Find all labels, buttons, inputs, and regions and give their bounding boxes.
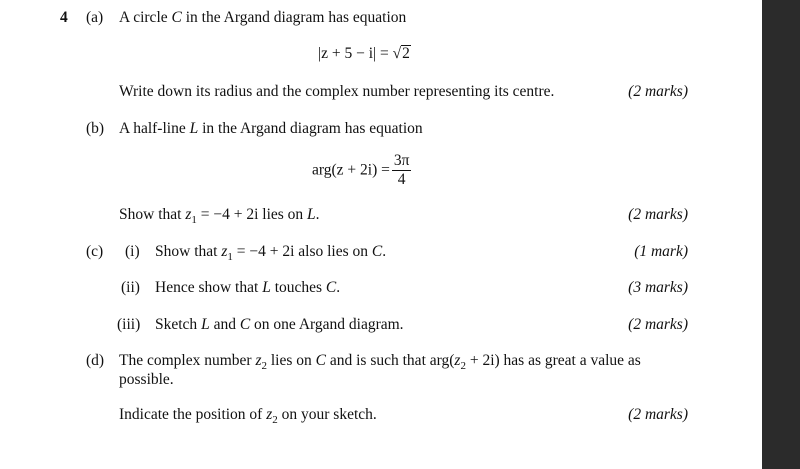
part-c-iii-marks: (2 marks) (628, 316, 688, 333)
part-a-marks: (2 marks) (628, 83, 688, 100)
part-c-ii-label: (ii) (121, 279, 140, 296)
circle-equation: |z + 5 − i| = √2 (318, 45, 410, 62)
question-number: 4 (60, 9, 68, 26)
part-d-line2: possible. (119, 371, 174, 388)
dark-side-panel (762, 0, 800, 469)
part-a-task: Write down its radius and the complex number representing its centre. (119, 83, 555, 100)
part-c-ii-marks: (3 marks) (628, 279, 688, 296)
part-b-intro: A half-line L in the Argand diagram has equation (119, 120, 423, 137)
part-c-iii-text: Sketch L and C on one Argand diagram. (155, 316, 404, 333)
part-c-i-marks: (1 mark) (634, 243, 688, 260)
part-b-task: Show that $z_1 = -4 + 2i$ lies on L. (119, 206, 320, 226)
part-c-ii-text: Hence show that L touches C. (155, 279, 341, 296)
part-c-label: (c) (86, 243, 104, 260)
part-a-intro: A circle C in the Argand diagram has equation (119, 9, 407, 26)
part-c-iii-label: (iii) (117, 316, 141, 333)
part-c-i-label: (i) (125, 243, 140, 260)
part-b-marks: (2 marks) (628, 206, 688, 223)
part-b-label: (b) (86, 120, 105, 137)
part-d-task: Indicate the position of $z_2$ on your sketch. (119, 406, 377, 426)
half-line-equation: arg(z + 2i) = $\frac{3\pi}{4}$ (312, 152, 410, 188)
part-a-label: (a) (86, 9, 104, 26)
part-c-i-text: Show that $z_1 = -4 + 2i$ also lies on C. (155, 243, 387, 263)
part-d-label: (d) (86, 352, 105, 369)
part-d-marks: (2 marks) (628, 406, 688, 423)
part-d-line1: The complex number $z_2$ lies on C and is such that $arg(z_2 + 2i)$ has as great a value as (119, 352, 641, 372)
